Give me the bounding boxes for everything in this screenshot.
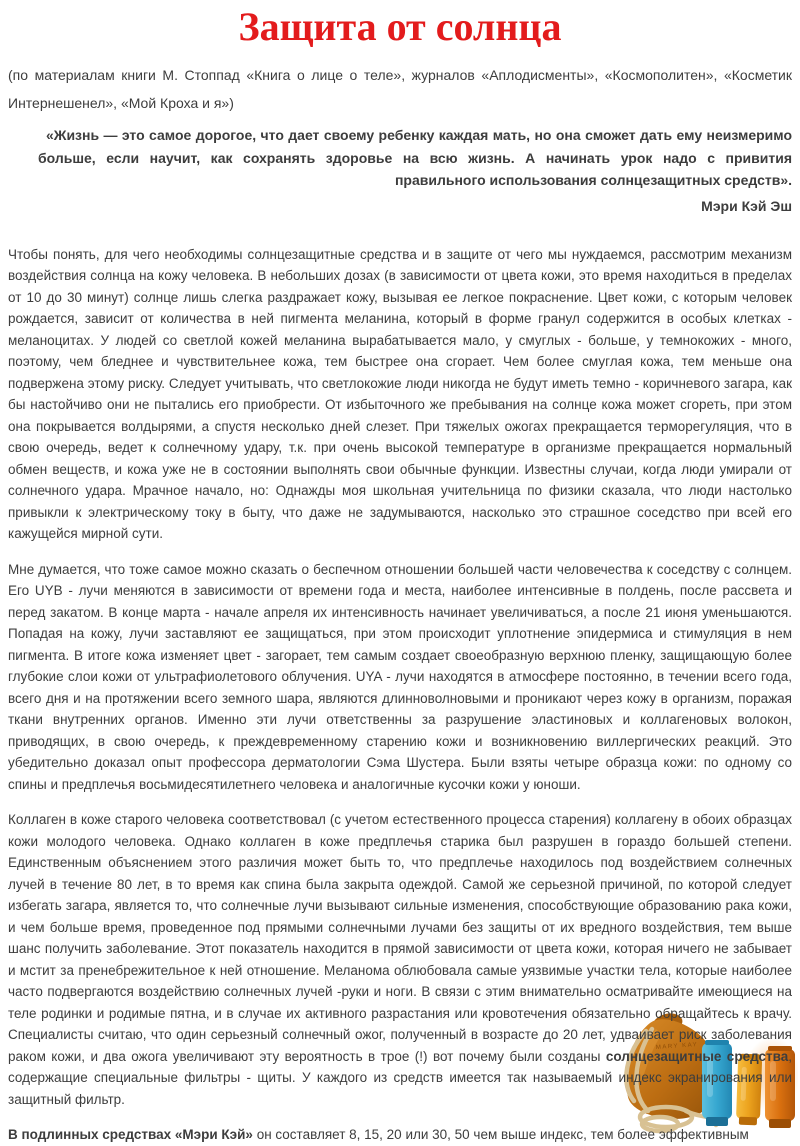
paragraph-collagen-tail: , содержащие специальные фильтры - щиты. У каждого из средств имеется так называемый индекс экранирования или защитный фильтр. bbox=[8, 1048, 792, 1107]
paragraph-collagen-text: Коллаген в коже старого человека соответствовал (с учетом естественного процесса старения) коллагену в обоих образцах кожи молодого человека. Однако коллаген в коже предплечья старика был разрушен в гораздо большей степени. Единственным объяснением этого различия может быть то, что предплечье находилось под воздействием солнечных лучей в течение 80 лет, в то время как спина была закрыта одеждой. Самой же серьезной причиной, по которой следует избегать загара, является то, что солнечные лучи вызывают сильные изменения, способствующие образованию рака кожи, и чем больше время, проведенное под прямыми солнечными лучами без защиты от их вредного воздействия, тем выше шанс получить заболевание. Этот показатель находится в прямой зависимости от цвета кожи, которая ничего не забывает и мстит за пренебрежительное к ней отношение. Меланома облюбовала самые уязвимые участки тела, которые наиболее часто подвергаются воздействию солнечных лучей -руки и ноги. В связи с этим внимательно осматривайте имеющиеся на теле родинки и родимые пятна, и в случае их активного разрастания или кровотечения обязательно обращайтесь к врачу. Специалисты считаю, что один серьезный солнечный ожог, полученный в возрасте до 20 лет, удваивает риск заболевания раком кожи, и два ожога увеличивают эту вероятность в трое (!) вот почему были созданы bbox=[8, 812, 792, 1064]
mary-kay-lead-bold: В подлинных средствах «Мэри Кэй» bbox=[8, 1127, 253, 1142]
paragraph-spf-index bbox=[8, 1124, 792, 1146]
page-title: Защита от солнца bbox=[238, 4, 562, 49]
epigraph-quote: «Жизнь — это самое дорогое, что дает своему ребенку каждая мать, но она сможет дать ему неизмеримо больше, если научит, как сохранять здоровье на всю жизнь. А начинать урок надо с привития правильного использования солнцезащитных средств». bbox=[38, 127, 792, 188]
source-note: (по материалам книги М. Стоппад «Книга о лице о теле», журналов «Аплодисменты», «Космополитен», «Косметик Интернешенел», «Мой Кроха и я») bbox=[8, 67, 792, 111]
paragraph-uv-rays: Мне думается, что тоже самое можно сказать о беспечном отношении большей части человечества к соседству с солнцем. Его UYB - лучи меняются в зависимости от времени года и места, наиболее интенсивные в полдень, после рассвета и перед закатом. В конце марта - начале апреля их интенсивность начинает увеличиваться, а после 21 июня уменьшаются. Попадая на кожу, лучи заставляют ее защищаться, при этом происходит уплотнение эпидермиса и стимуляция в нем пигмента. В итоге кожа изменяет цвет - загорает, тем самым создает своеобразную верхнюю пленку, защищающую более глубокие слои кожи от ультрафиолетового облучения. UYA - лучи находятся в атмосфере постоянно, в течении всего года, всего дня и на протяжении всего земного шара, являются длинноволновыми и проникают через кожу в организм, поражая ткани внутренних органов. Именно эти лучи ответственны за разрушение эластиновых и коллагеновых волокон, приводящих, в свою очередь, к преждевременному старению кожи и возникновению виллергических реакций. Это убедительно доказал опыт профессора дерматологии Сэма Шустера. Были взяты четыре образца кожи: по одному со спины и предплечья восьмидесятилетнего человека и аналогичные кусочки кожи у юноши. bbox=[8, 561, 792, 792]
article-body bbox=[8, 244, 792, 1146]
paragraph-collagen bbox=[8, 809, 792, 1110]
bag-brand-label: MARY KAY bbox=[655, 1042, 699, 1051]
quote-author: Мэри Кэй Эш bbox=[701, 197, 792, 214]
paragraph-spf-index-tail: он составляет 8, 15, 20 или 30, 50 чем выше индекс, тем более эффективным bbox=[252, 1127, 749, 1142]
sunscreen-term-bold: солнцезащитные средства bbox=[605, 1048, 789, 1064]
paragraph-sun-mechanism: Чтобы понять, для чего необходимы солнцезащитные средства и в защите от чего мы нуждаемся, рассмотрим механизм воздействия солнца на кожу человека. В небольших дозах (в зависимости от цвета кожи, это время находиться в пределах от 10 до 30 минут) солнце лишь слегка раздражает кожу, вызывая ее легкое покраснение. Цвет кожи, с которым человек рождается, зависит от количества в ней пигмента меланина, который в форме гранул содержится в особых клетках - меланоцитах. У людей со светлой кожей меланина вырабатывается мало, у смуглых - больше, у темнокожих - много, поэтому, чем бледнее и чувствительнее кожа, тем быстрее она сгорает. Чем более смуглая кожа, тем меньше она подвержена этому риску. Следует учитывать, что светлокожие люди никогда не будут иметь темно - коричневого загара, как бы настойчиво они не пытались его приобрести. От избыточного же пребывания на солнце кожа может сгореть, при этом она покрывается волдырями, а спустя несколько дней слезет. При тяжелых ожогах прекращается терморегуляция, что в свою очередь, ведет к солнечному удару, т.к. при очень высокой температуре в организме прекращается нормальный обмен веществ, и кожа уже не в состоянии выполнять свои обычные функции. Известны случаи, когда люди умирали от солнечного удара. Мрачное начало, но: Однажды моя школьная учительница по физики сказала, что люди настолько привыкли к электрическому току в быту, что даже не задумываются, насколько это страшное соседство при всей его кажущейся мирной сути. bbox=[8, 246, 792, 541]
